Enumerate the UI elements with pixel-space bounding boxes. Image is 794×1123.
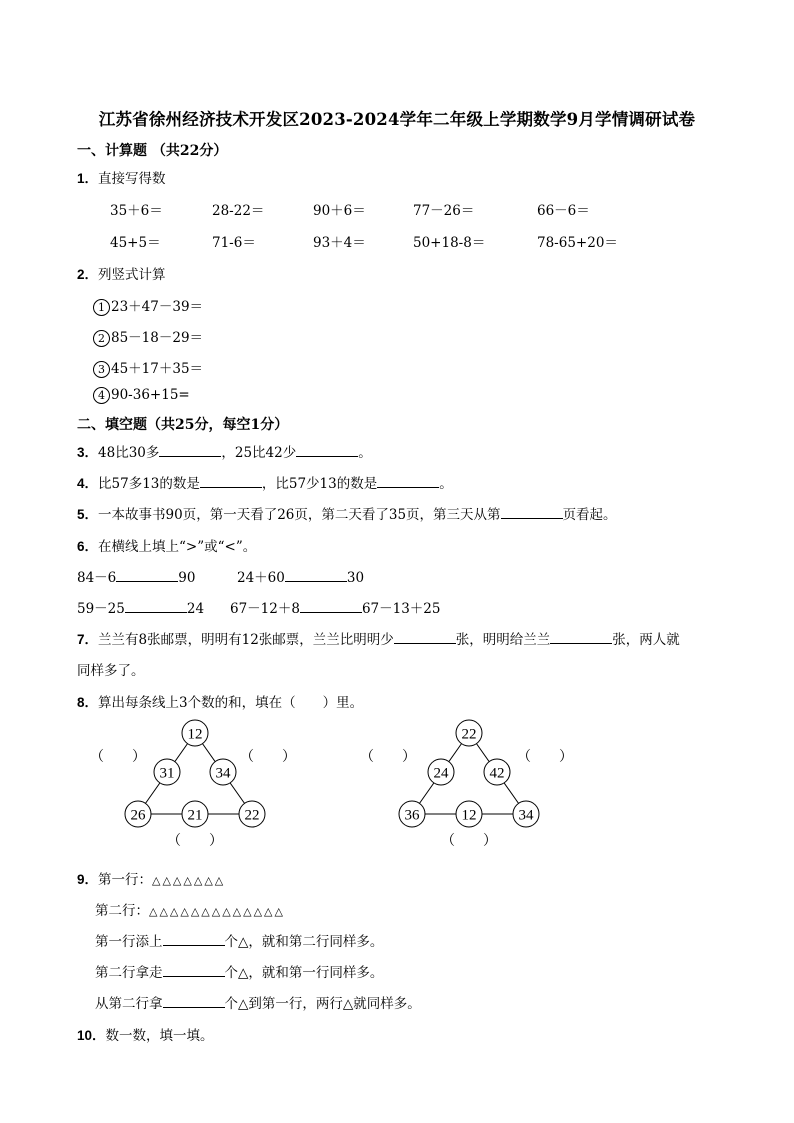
vertical-calc-item: 3 45＋17＋35＝ bbox=[93, 357, 203, 378]
node-bottom-left: 36 bbox=[404, 807, 420, 824]
compare-item: 59－25 24 bbox=[77, 601, 205, 617]
question-5: 5．一本故事书90页，第一天看了26页，第二天看了35页，第三天从第 页看起。 bbox=[77, 507, 617, 523]
answer-paren: （ ） bbox=[517, 750, 573, 765]
answer-blank[interactable] bbox=[116, 569, 178, 582]
node-right-mid: 42 bbox=[489, 765, 505, 782]
vertical-calc-item: 1 23＋47－39＝ bbox=[93, 295, 203, 316]
answer-paren: （ ） bbox=[90, 750, 146, 765]
circled-number: 4 bbox=[93, 387, 110, 404]
calc-item: 45+5＝ bbox=[110, 235, 161, 251]
calc-item: 71-6＝ bbox=[212, 235, 256, 251]
calc-item: 93＋4＝ bbox=[313, 235, 366, 251]
question-4: 4．比57多13的数是 ，比57少13的数是 。 bbox=[77, 476, 453, 492]
question-number: 1． bbox=[77, 171, 99, 186]
answer-paren: （ ） bbox=[167, 834, 223, 849]
question-2 bbox=[77, 263, 166, 283]
node-bottom-right: 22 bbox=[244, 807, 260, 824]
vertical-calc-item: 2 85－18－29＝ bbox=[93, 326, 203, 347]
triangle-diagram-2 bbox=[358, 715, 588, 855]
question-number: 2． bbox=[77, 267, 99, 282]
question-9-line-3: 从第二行拿 个△到第一行，两行△就同样多。 bbox=[95, 996, 421, 1012]
question-3: 3．48比30多 ，25比42少 。 bbox=[77, 445, 372, 461]
answer-paren: （ ） bbox=[240, 750, 296, 765]
answer-paren: （ ） bbox=[360, 750, 416, 765]
compare-item: 67－12＋8 67－13＋25 bbox=[230, 601, 441, 617]
calc-item: 90＋6＝ bbox=[313, 203, 366, 219]
answer-blank[interactable] bbox=[394, 631, 456, 644]
node-bottom-mid: 12 bbox=[461, 807, 477, 824]
compare-item: 84－6 90 bbox=[77, 570, 196, 586]
question-7-cont: 同样多了。 bbox=[77, 663, 145, 679]
node-top: 12 bbox=[187, 726, 203, 743]
triangle-diagram-1 bbox=[85, 715, 315, 855]
section-1-heading: 一、计算题 （共22分） bbox=[77, 143, 228, 159]
calc-item: 77－26＝ bbox=[413, 203, 475, 219]
answer-blank[interactable] bbox=[377, 475, 439, 488]
answer-blank[interactable] bbox=[501, 506, 563, 519]
question-1 bbox=[77, 167, 166, 187]
question-9-line-2: 第二行拿走 个△，就和第一行同样多。 bbox=[95, 965, 384, 981]
section-2-heading: 二、填空题（共25分，每空1分） bbox=[77, 417, 289, 433]
answer-blank[interactable] bbox=[285, 569, 347, 582]
compare-item: 24＋60 30 bbox=[237, 570, 365, 586]
page-title: 江苏省徐州经济技术开发区2023-2024学年二年级上学期数学9月学情调研试卷 bbox=[98, 110, 696, 129]
calc-item: 78-65+20＝ bbox=[537, 235, 618, 251]
question-text: 列竖式计算 bbox=[98, 267, 166, 283]
triangle-row-1: △△△△△△△ bbox=[152, 874, 226, 887]
calc-item: 35＋6＝ bbox=[110, 203, 163, 219]
answer-paren: （ ） bbox=[441, 834, 497, 849]
calc-item: 50+18-8＝ bbox=[413, 235, 486, 251]
question-9-line-1: 第一行添上 个△，就和第二行同样多。 bbox=[95, 934, 384, 950]
answer-blank[interactable] bbox=[163, 995, 225, 1008]
question-9-row-2: 第二行：△△△△△△△△△△△△△ bbox=[95, 903, 285, 919]
circled-number: 1 bbox=[93, 299, 110, 316]
calc-item: 66－6＝ bbox=[537, 203, 590, 219]
answer-blank[interactable] bbox=[296, 444, 358, 457]
circled-number: 2 bbox=[93, 330, 110, 347]
answer-blank[interactable] bbox=[163, 933, 225, 946]
circled-number: 3 bbox=[93, 361, 110, 378]
question-6: 6．在横线上填上“>”或“<”。 bbox=[77, 539, 257, 555]
node-bottom-mid: 21 bbox=[187, 807, 203, 824]
node-left-mid: 24 bbox=[433, 765, 449, 782]
answer-blank[interactable] bbox=[550, 631, 612, 644]
question-text: 直接写得数 bbox=[98, 171, 166, 187]
node-bottom-right: 34 bbox=[518, 807, 534, 824]
question-9: 9．第一行：△△△△△△△ bbox=[77, 872, 226, 888]
question-7: 7．兰兰有8张邮票，明明有12张邮票，兰兰比明明少 张，明明给兰兰 张，两人就 bbox=[77, 632, 680, 648]
answer-blank[interactable] bbox=[163, 964, 225, 977]
node-left-mid: 31 bbox=[159, 765, 175, 782]
node-top: 22 bbox=[461, 726, 477, 743]
answer-blank[interactable] bbox=[200, 475, 262, 488]
answer-blank[interactable] bbox=[125, 600, 187, 613]
answer-blank[interactable] bbox=[300, 600, 362, 613]
vertical-calc-item: 4 90-36+15= bbox=[93, 387, 190, 404]
question-8: 8．算出每条线上3个数的和，填在（ ）里。 bbox=[77, 695, 364, 711]
triangle-row-2: △△△△△△△△△△△△△ bbox=[149, 905, 285, 918]
node-bottom-left: 26 bbox=[130, 807, 146, 824]
answer-blank[interactable] bbox=[159, 444, 221, 457]
calc-item: 28-22＝ bbox=[212, 203, 265, 219]
question-10: 10．数一数，填一填。 bbox=[77, 1028, 214, 1044]
node-right-mid: 34 bbox=[215, 765, 231, 782]
